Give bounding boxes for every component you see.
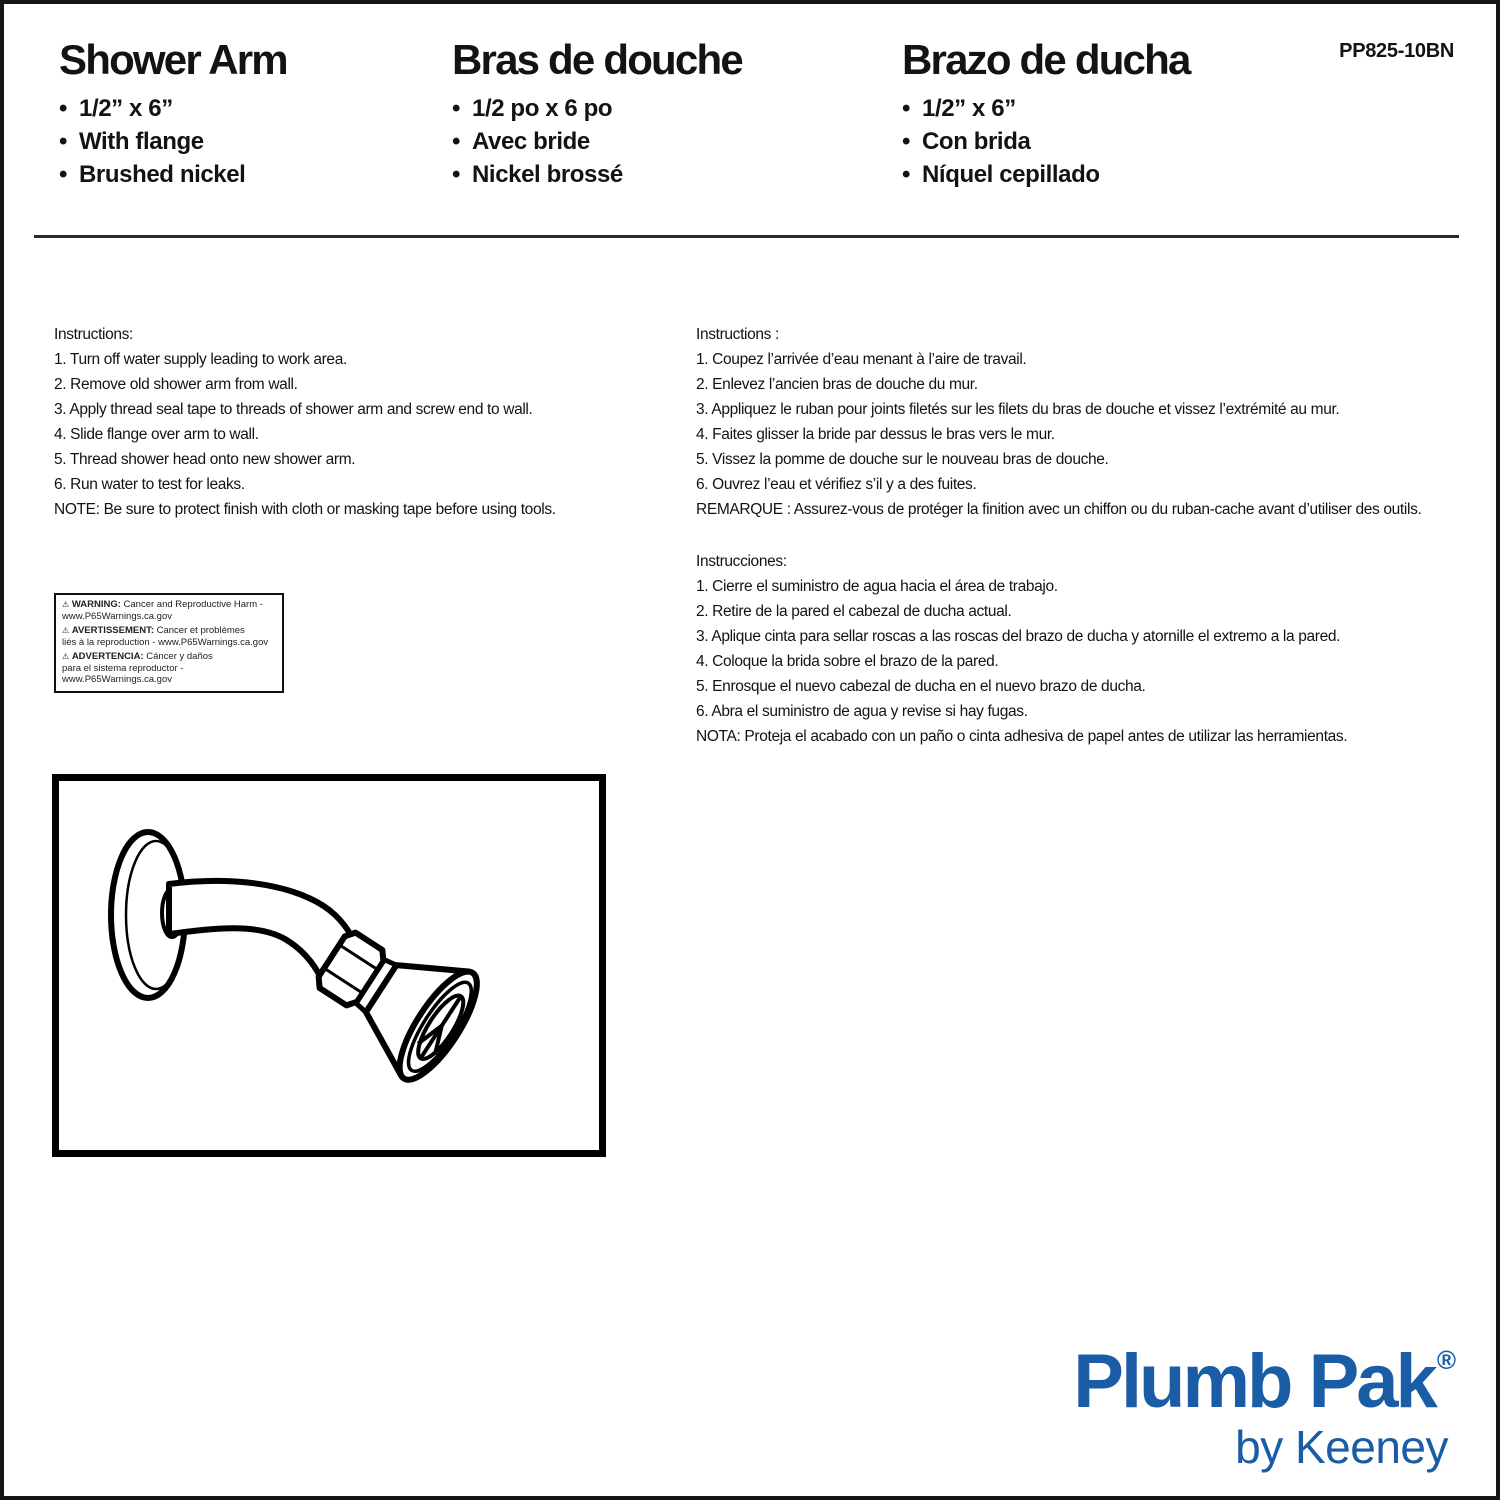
feature-item <box>452 125 742 158</box>
warning-line <box>62 651 276 663</box>
brand-name <box>1073 1339 1456 1424</box>
brand-logo <box>1073 1339 1456 1474</box>
feature-item <box>59 158 287 191</box>
instruction-step: 4. Slide flange over arm to wall. <box>54 426 259 443</box>
bullet-icon: • <box>902 95 911 123</box>
instruction-note: NOTA: Proteja el acabado con un paño o cinta adhesiva de papel antes de utilizar las herramientas. <box>696 728 1348 745</box>
warning-text: Cáncer y daños <box>146 651 213 662</box>
instruction-step: 2. Enlevez l’ancien bras de douche du mur. <box>696 376 978 393</box>
warning-line: para el sistema reproductor - www.P65Warnings.ca.gov <box>62 662 184 685</box>
instruction-note: NOTE: Be sure to protect finish with cloth or masking tape before using tools. <box>54 501 556 518</box>
feature-item <box>902 158 1190 191</box>
warning-line: liés à la reproduction - www.P65Warnings.ca.gov <box>62 636 269 648</box>
warning-line <box>62 625 276 637</box>
instruction-step: 6. Ouvrez l’eau et vérifiez s’il y a des fuites. <box>696 476 977 493</box>
instructions-french <box>696 322 1421 522</box>
feature-item <box>452 158 742 191</box>
feature-list-es <box>902 92 1190 191</box>
header-column-english <box>59 38 287 191</box>
instruction-step: 4. Coloque la brida sobre el brazo de la pared. <box>696 653 999 670</box>
instructions-heading: Instrucciones: <box>696 553 787 570</box>
feature-text: Níquel cepillado <box>922 161 1100 189</box>
instruction-step: 5. Vissez la pomme de douche sur le nouveau bras de douche. <box>696 451 1109 468</box>
brand-tagline: by Keeney <box>1235 1421 1448 1473</box>
warning-line: www.P65Warnings.ca.gov <box>62 610 173 622</box>
instruction-step: 2. Retire de la pared el cabezal de ducha actual. <box>696 603 1012 620</box>
header-column-french <box>452 38 742 191</box>
warning-text: Cancer and Reproductive Harm - <box>123 599 263 610</box>
instructions-heading: Instructions: <box>54 326 134 343</box>
warning-text: Cancer et problèmes <box>156 625 245 636</box>
warning-icon: ⚠ <box>62 600 70 609</box>
instructions-heading: Instructions : <box>696 326 779 343</box>
feature-text: With flange <box>79 128 204 156</box>
prop65-warning-box <box>54 593 284 693</box>
instructions-english <box>54 322 556 522</box>
instruction-step: 5. Thread shower head onto new shower arm. <box>54 451 356 468</box>
instruction-step: 4. Faites glisser la bride par dessus le bras vers le mur. <box>696 426 1055 443</box>
feature-text: Nickel brossé <box>472 161 623 189</box>
feature-text: 1/2” x 6” <box>922 95 1016 123</box>
instruction-note: REMARQUE : Assurez-vous de protéger la finition avec un chiffon ou du ruban-cache avant d’utiliser des outils. <box>696 501 1422 518</box>
feature-list-fr <box>452 92 742 191</box>
feature-item <box>452 92 742 125</box>
instruction-step: 1. Coupez l’arrivée d’eau menant à l’aire de travail. <box>696 351 1027 368</box>
feature-text: Brushed nickel <box>79 161 246 189</box>
product-code: PP825-10BN <box>1339 40 1454 62</box>
instruction-step: 3. Appliquez le ruban pour joints filetés sur les filets du bras de douche et vissez l’extrémité au mur. <box>696 401 1340 418</box>
instruction-step: 6. Run water to test for leaks. <box>54 476 245 493</box>
warning-entry-es <box>62 651 276 686</box>
instruction-step: 1. Cierre el suministro de agua hacia el área de trabajo. <box>696 578 1058 595</box>
feature-text: Avec bride <box>472 128 590 156</box>
instruction-step: 1. Turn off water supply leading to work area. <box>54 351 347 368</box>
feature-item <box>902 125 1190 158</box>
product-illustration-frame <box>52 774 606 1157</box>
warning-entry-fr <box>62 625 276 648</box>
warning-icon: ⚠ <box>62 652 70 661</box>
shower-arm-diagram <box>59 781 599 1150</box>
bullet-icon: • <box>902 128 911 156</box>
instruction-step: 6. Abra el suministro de agua y revise si hay fugas. <box>696 703 1028 720</box>
bullet-icon: • <box>452 161 461 189</box>
warning-icon: ⚠ <box>62 626 70 635</box>
bullet-icon: • <box>452 128 461 156</box>
feature-item <box>59 92 287 125</box>
feature-text: 1/2” x 6” <box>79 95 173 123</box>
instructions-spanish <box>696 549 1347 749</box>
bullet-icon: • <box>59 128 68 156</box>
instruction-step: 3. Apply thread seal tape to threads of shower arm and screw end to wall. <box>54 401 533 418</box>
bullet-icon: • <box>59 161 68 189</box>
instruction-step: 5. Enrosque el nuevo cabezal de ducha en el nuevo brazo de ducha. <box>696 678 1146 695</box>
feature-text: 1/2 po x 6 po <box>472 95 613 123</box>
brand-wordmark: Plumb Pak <box>1073 1339 1435 1424</box>
bullet-icon: • <box>452 95 461 123</box>
warning-label: ADVERTENCIA: <box>71 651 144 662</box>
bullet-icon: • <box>902 161 911 189</box>
instruction-step: 3. Aplique cinta para sellar roscas a las roscas del brazo de ducha y atornille el extremo a la pared. <box>696 628 1341 645</box>
registered-trademark-icon: ® <box>1436 1345 1456 1375</box>
feature-item <box>59 125 287 158</box>
warning-line <box>62 599 276 611</box>
feature-item <box>902 92 1190 125</box>
instruction-step: 2. Remove old shower arm from wall. <box>54 376 298 393</box>
header-column-spanish <box>902 38 1190 191</box>
warning-label: AVERTISSEMENT: <box>71 625 154 636</box>
feature-list-en <box>59 92 287 191</box>
warning-label: WARNING: <box>71 599 121 610</box>
product-title-fr: Bras de douche <box>452 36 742 83</box>
product-title-es: Brazo de ducha <box>902 36 1190 83</box>
warning-entry-en <box>62 599 276 622</box>
bullet-icon: • <box>59 95 68 123</box>
feature-text: Con brida <box>922 128 1031 156</box>
product-title-en: Shower Arm <box>59 36 287 83</box>
header-divider-rule <box>34 235 1459 238</box>
